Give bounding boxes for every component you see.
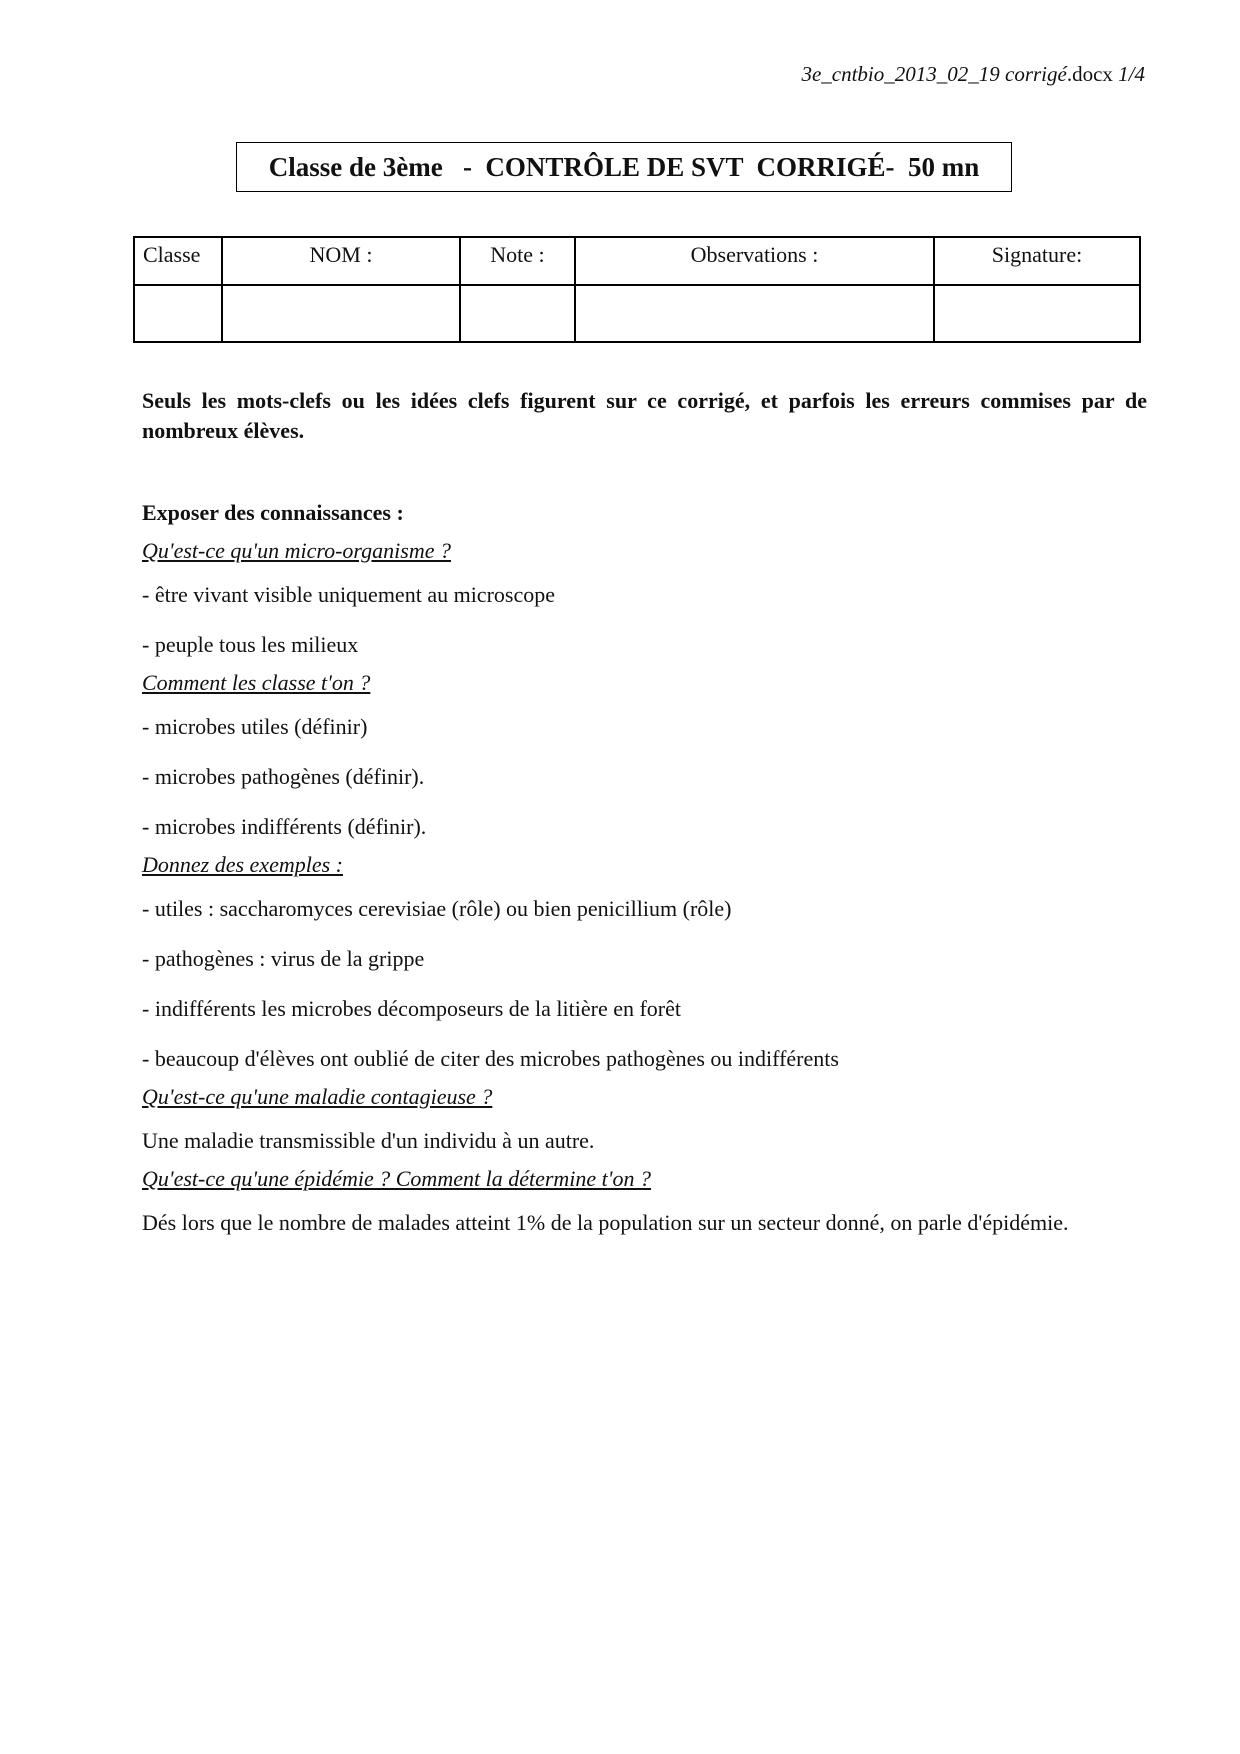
- question-heading: Comment les classe t'on ?: [142, 670, 371, 695]
- header-note: Note :: [460, 237, 575, 285]
- header-classe: Classe: [134, 237, 222, 285]
- table-entry-row: [134, 285, 1140, 342]
- answer-line: - microbes pathogènes (définir).: [142, 764, 425, 789]
- answer-line: - microbes indifférents (définir).: [142, 814, 427, 839]
- answer-line: - indifférents les microbes décomposeurs de la litière en forêt: [142, 996, 682, 1021]
- header-signature: Signature:: [934, 237, 1140, 285]
- section-title: Exposer des connaissances :: [142, 500, 404, 525]
- cell-classe[interactable]: [134, 285, 222, 342]
- header-nom: NOM :: [222, 237, 460, 285]
- answer-line: - peuple tous les milieux: [142, 632, 359, 657]
- filename-base: 3e_cntbio_2013_02_19 corrigé: [801, 62, 1067, 86]
- cell-observations[interactable]: [575, 285, 934, 342]
- question-heading: Qu'est-ce qu'une maladie contagieuse ?: [142, 1084, 493, 1109]
- document-body: [142, 386, 1147, 1238]
- answer-line: - être vivant visible uniquement au microscope: [142, 582, 555, 607]
- question-heading: Qu'est-ce qu'une épidémie ? Comment la détermine t'on ?: [142, 1166, 651, 1191]
- answer-paragraph: Dés lors que le nombre de malades atteint 1% de la population sur un secteur donné, on parle d'épidémie.: [142, 1210, 1069, 1235]
- answer-line: - utiles : saccharomyces cerevisiae (rôle) ou bien penicillium (rôle): [142, 896, 732, 921]
- header-observations: Observations :: [575, 237, 934, 285]
- document-title: Classe de 3ème - CONTRÔLE DE SVT CORRIGÉ- 50 mn: [236, 142, 1012, 192]
- page-number: 1/4: [1118, 62, 1145, 86]
- intro-paragraph: Seuls les mots-clefs ou les idées clefs figurent sur ce corrigé, et parfois les erreurs commises par de nombreux élèves.: [142, 388, 1147, 443]
- question-heading: Donnez des exemples :: [142, 852, 343, 877]
- cell-nom[interactable]: [222, 285, 460, 342]
- student-info-table: [133, 236, 1141, 343]
- filename-extension: .docx: [1066, 62, 1113, 86]
- answer-line: - microbes utiles (définir): [142, 714, 368, 739]
- answer-line: Une maladie transmissible d'un individu à un autre.: [142, 1128, 595, 1153]
- question-heading: Qu'est-ce qu'un micro-organisme ?: [142, 538, 451, 563]
- table-header-row: [134, 237, 1140, 285]
- answer-line: - beaucoup d'élèves ont oublié de citer des microbes pathogènes ou indifférents: [142, 1046, 839, 1071]
- document-filename: [801, 62, 1145, 87]
- cell-signature[interactable]: [934, 285, 1140, 342]
- cell-note[interactable]: [460, 285, 575, 342]
- answer-line: - pathogènes : virus de la grippe: [142, 946, 425, 971]
